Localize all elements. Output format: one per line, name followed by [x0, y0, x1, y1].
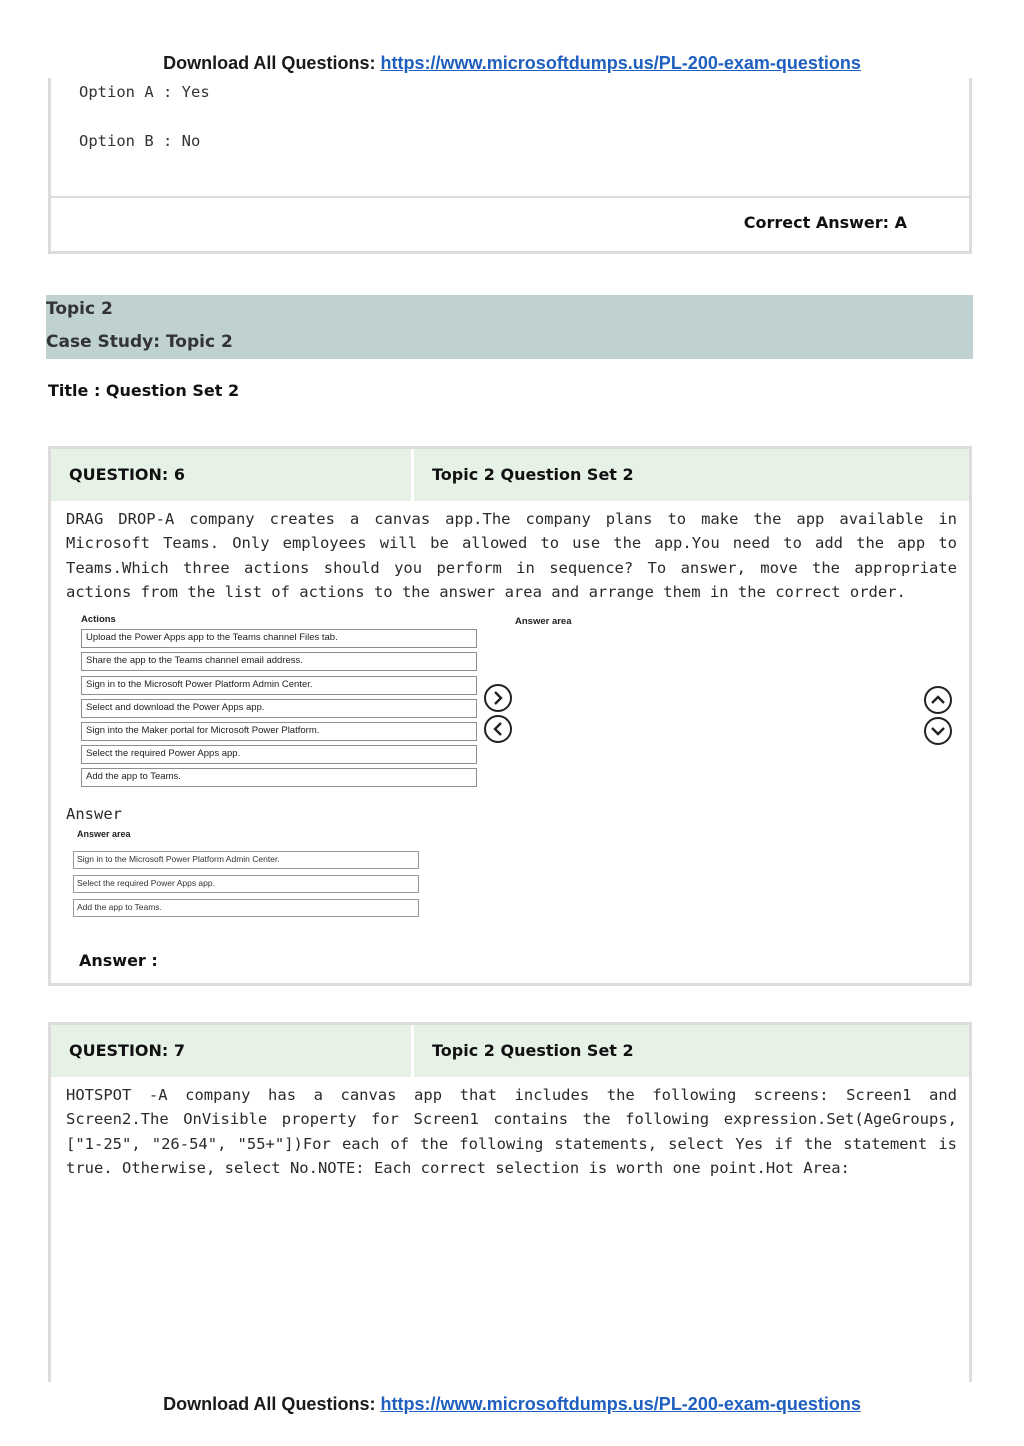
move-down-icon[interactable]: [924, 717, 952, 745]
drag-drop-figure: [79, 609, 959, 794]
question-topic: Topic 2 Question Set 2: [432, 465, 634, 484]
answer-label: Answer :: [79, 951, 158, 970]
action-item[interactable]: Share the app to the Teams channel email address.: [81, 652, 477, 671]
action-item[interactable]: Sign into the Maker portal for Microsoft Power Platform.: [81, 722, 477, 741]
previous-question-card: [48, 78, 972, 254]
move-right-icon[interactable]: [484, 684, 512, 712]
download-label: Download All Questions:: [163, 53, 376, 73]
question-header: [51, 1025, 969, 1077]
action-item[interactable]: Upload the Power Apps app to the Teams channel Files tab.: [81, 629, 477, 648]
download-link[interactable]: https://www.microsoftdumps.us/PL-200-exam-questions: [380, 53, 861, 73]
action-item[interactable]: Sign in to the Microsoft Power Platform Admin Center.: [81, 676, 477, 695]
question-header: [51, 449, 969, 501]
download-label: Download All Questions:: [163, 1394, 376, 1414]
move-left-icon[interactable]: [484, 715, 512, 743]
download-link[interactable]: https://www.microsoftdumps.us/PL-200-exam-questions: [380, 1394, 861, 1414]
question-topic-cell: [414, 1025, 969, 1077]
answer-caption: Answer: [66, 805, 122, 823]
download-banner-bottom: [0, 1394, 1024, 1415]
question-number: QUESTION: 7: [69, 1041, 186, 1060]
actions-heading: Actions: [81, 614, 116, 625]
option-a: Option A : Yes: [79, 83, 210, 101]
answer-figure: [73, 829, 423, 919]
case-study-title: Case Study: Topic 2: [46, 332, 233, 352]
question-number-cell: [51, 1025, 414, 1077]
question-topic-cell: [414, 449, 969, 501]
correct-answer: Correct Answer: A: [743, 213, 907, 232]
action-item[interactable]: Select and download the Power Apps app.: [81, 699, 477, 718]
topic-title: Topic 2: [46, 299, 113, 319]
download-banner-top: [0, 53, 1024, 74]
answer-item: Add the app to Teams.: [73, 899, 419, 917]
question-text: DRAG DROP-A company creates a canvas app.The company plans to make the app available in Microsoft Teams. Only employees will be allowed to use the app.You need to add the app to Teams.Which three actions should you perform in sequence? To answer, move the appropriate actions from the list of actions to the answer area and arrange them in the correct order.: [66, 510, 957, 601]
question-6-card: [48, 446, 972, 986]
question-number: QUESTION: 6: [69, 465, 186, 484]
correct-answer-row: [51, 196, 969, 252]
question-topic: Topic 2 Question Set 2: [432, 1041, 634, 1060]
option-b: Option B : No: [79, 132, 201, 150]
answer-area-heading: Answer area: [77, 829, 131, 839]
answer-item: Select the required Power Apps app.: [73, 875, 419, 893]
answer-area-heading: Answer area: [515, 616, 572, 627]
question-7-card: [48, 1022, 972, 1382]
answer-item: Sign in to the Microsoft Power Platform Admin Center.: [73, 851, 419, 869]
move-up-icon[interactable]: [924, 686, 952, 714]
topic-banner: [46, 295, 973, 359]
question-text: HOTSPOT -A company has a canvas app that includes the following screens: Screen1 and Screen2.The OnVisible property for Screen1 contains the following expression.Set(AgeGroups, ["1-25", "26-54", "55+"])For each of the following statements, select Yes if the statement is true. Otherwise, select No.NOTE: Each correct selection is worth one point.Hot Area:: [66, 1086, 957, 1177]
question-set-title: Title : Question Set 2: [48, 381, 240, 400]
question-number-cell: [51, 449, 414, 501]
option-list: [79, 80, 210, 178]
action-item[interactable]: Add the app to Teams.: [81, 768, 477, 787]
action-item[interactable]: Select the required Power Apps app.: [81, 745, 477, 764]
